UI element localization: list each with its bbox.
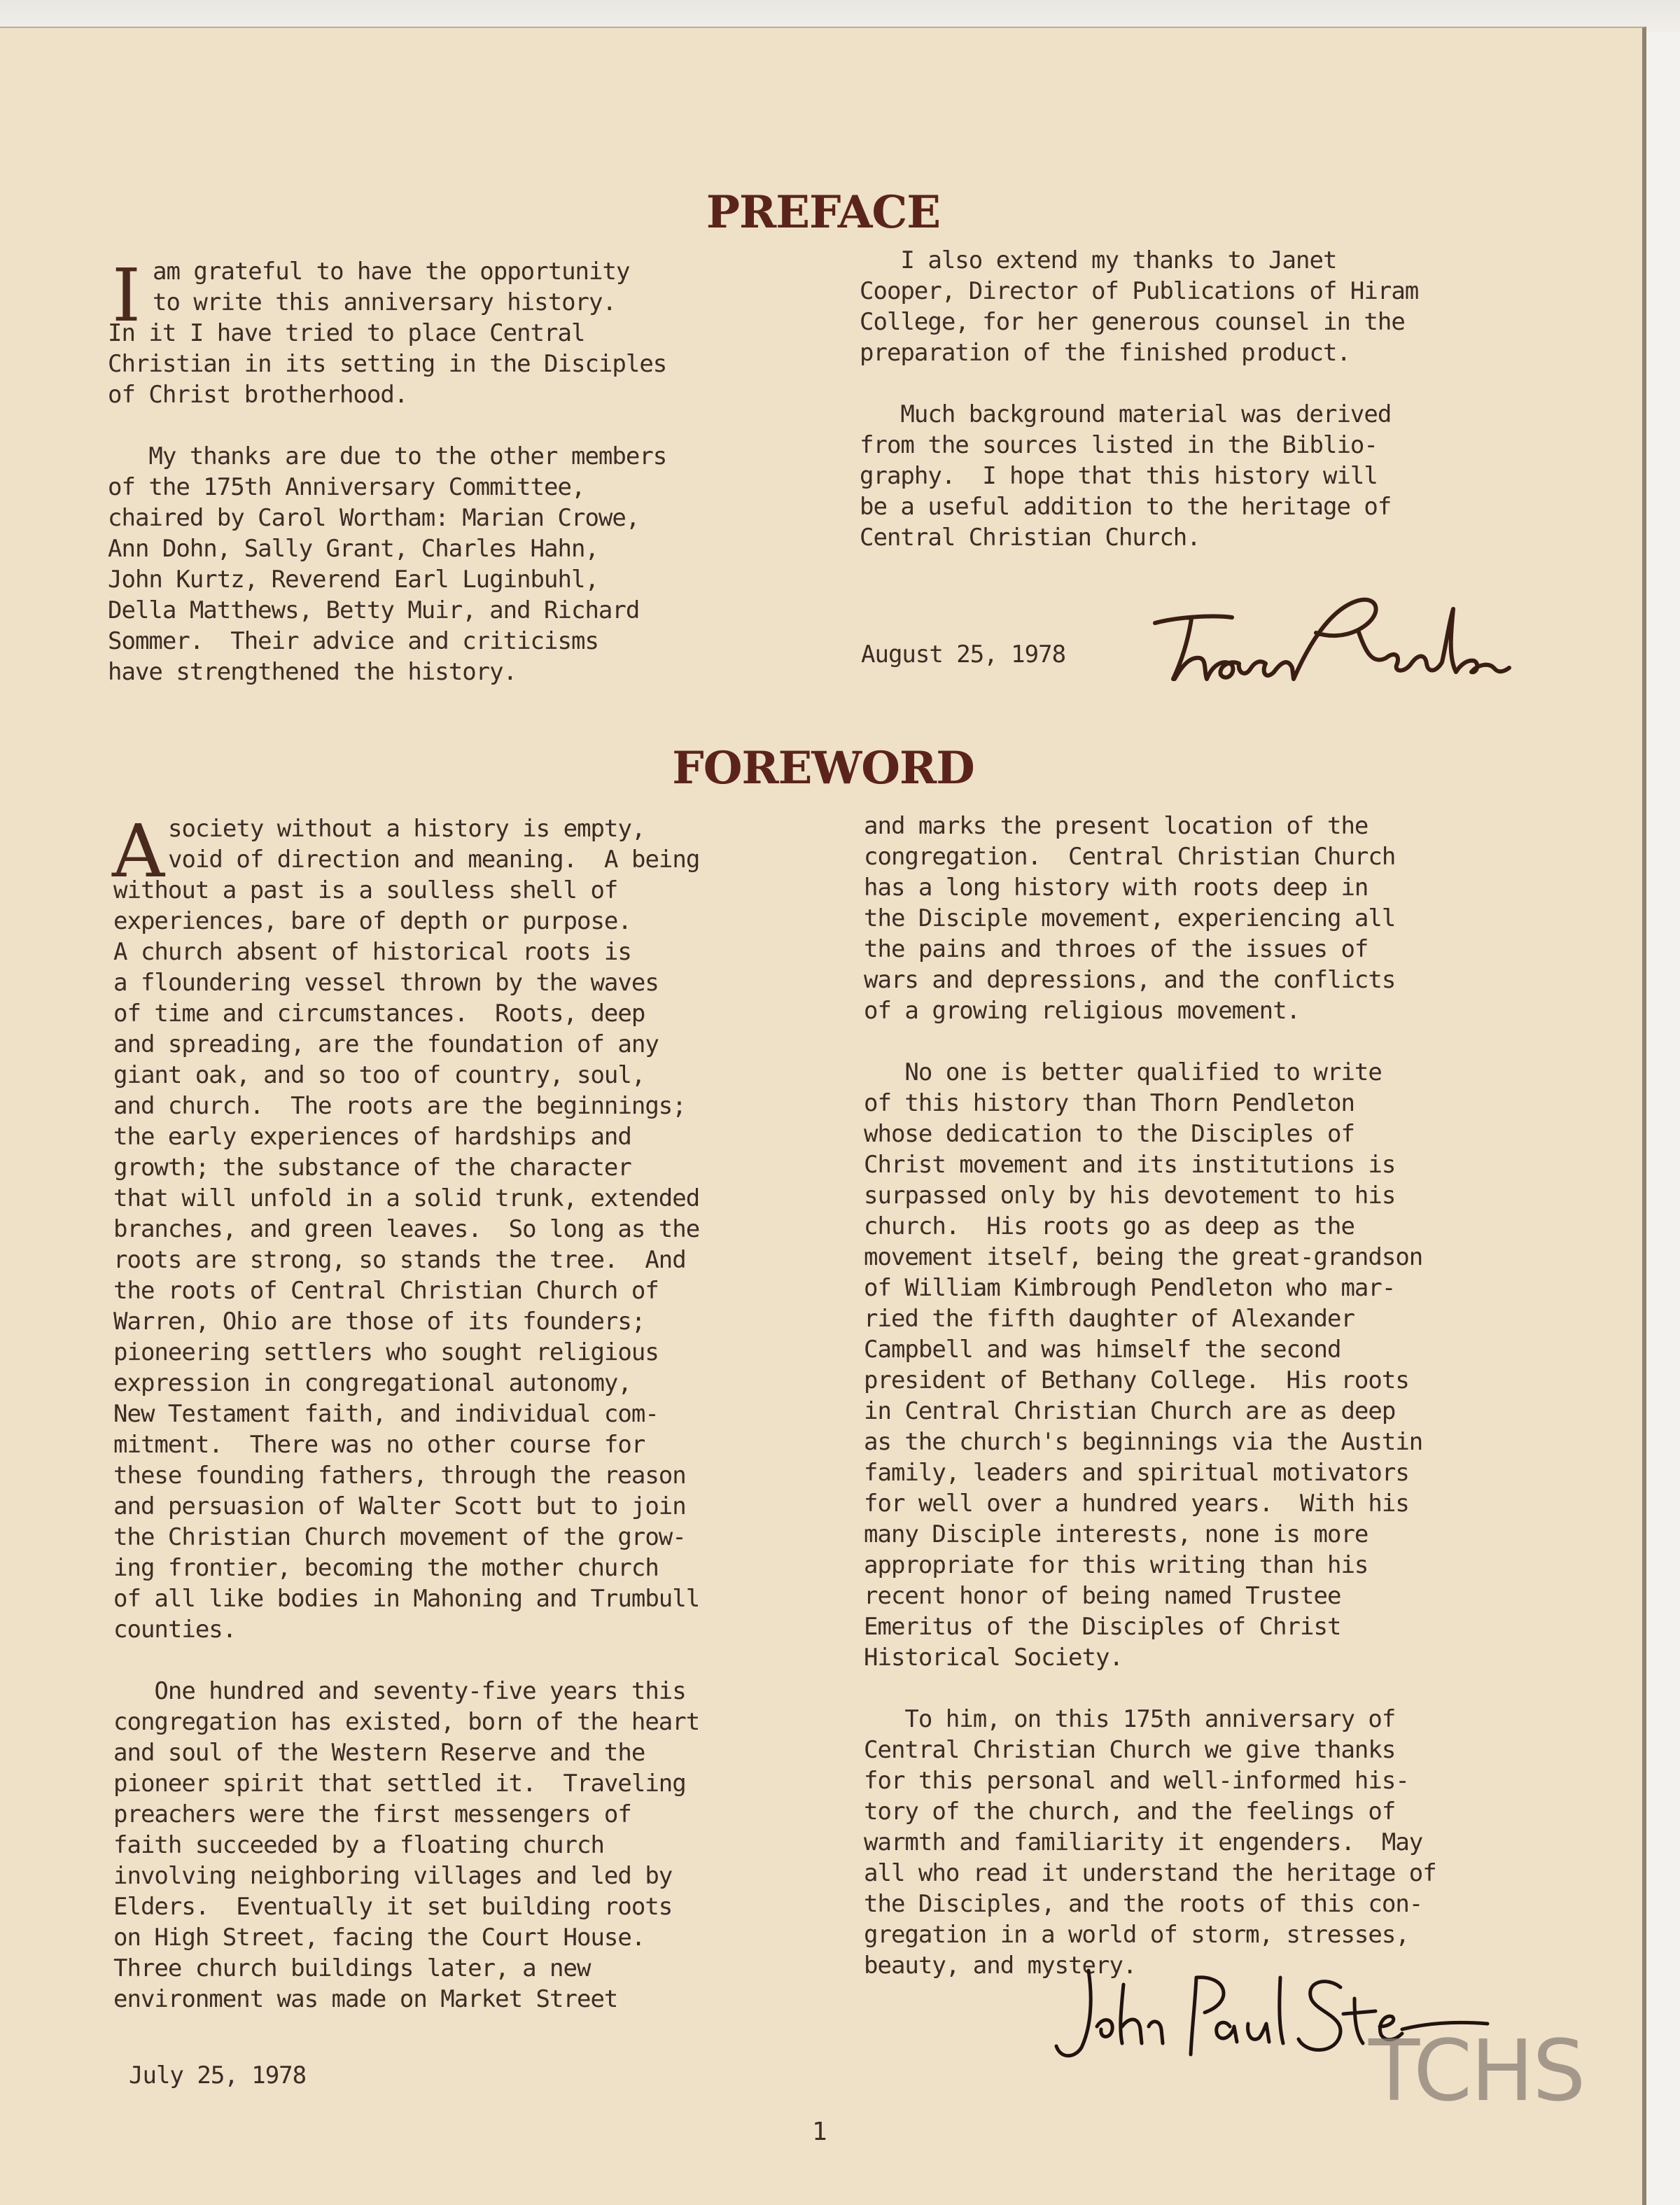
foreword-dropcap: A xyxy=(112,808,165,894)
preface-left-column: In it I have tried to place Central Christian in its setting in the Disciples of Christ brotherhood. My thanks are due to the other members of the 175th Anniversary Committee, chaired by Carol Wortham: Marian Crowe, Ann Dohn, Sally Grant, Charles Hahn, John Kurtz, Reverend Earl Luginbuhl, Della Matthews, Betty Muir, and Richard Sommer. Their advice and criticisms have strengthened the history. xyxy=(108,319,667,686)
preface-left-first-lines: am grateful to have the opportunity to write this anniversary history. xyxy=(153,258,630,316)
foreword-left-column: without a past is a soulless shell of experiences, bare of depth or purpose. A church absent of historical roots is a floundering vessel thrown by the waves of time and circumstances. Roots, deep and spreading, are the foundation of any giant oak, and so too of country, soul, and church. The roots are the beginnings; the early experiences of hardships and growth; the substance of the character that will unfold in a solid trunk, extended branches, and green leaves. So long as the roots are strong, so stands the tree. And the roots of Central Christian Church of Warren, Ohio are those of its founders; pioneering settlers who sought religious expression in congregational autonomy, New Testament faith, and individual com- mitment. There was no other course for these founding fathers, through the reason and persuasion of Walter Scott but to join the Christian Church movement of the grow- ing frontier, becoming the mother church of all like bodies in Mahoning and Trumbull counties. One hundred and seventy-five years this congregation has existed, born of the heart and soul of the Western Reserve and the pioneer spirit that settled it. Traveling preachers were the first messengers of faith succeeded by a floating church involving neighboring villages and led by Elders. Eventually it set building roots on High Street, facing the Court House. Three church buildings later, a new environment was made on Market Street xyxy=(113,876,700,2013)
foreword-date: July 25, 1978 xyxy=(129,2062,307,2090)
foreword-heading: FOREWORD xyxy=(672,742,974,794)
document-page xyxy=(0,27,1646,2205)
foreword-right-column: and marks the present location of the congregation. Central Christian Church has a long history with roots deep in the Disciple movement, experiencing all the pains and throes of the issues of wars and depressions, and the conflicts of a growing religious movement. No one is better qualified to write of this history than Thorn Pendleton whose dedication to the Disciples of Christ movement and its institutions is surpassed only by his devotement to his church. His roots go as deep as the movement itself, being the great-grandson of William Kimbrough Pendleton who mar- ried the fifth daughter of Alexander Campbell and was himself the second president of Bethany College. His roots in Central Christian Church are as deep as the church's beginnings via the Austin family, leaders and spiritual motivators for well over a hundred years. With his many Disciple interests, none is more appropriate for this writing than his recent honor of being named Trustee Emeritus of the Disciples of Christ Historical Society. To him, on this 175th anniversary of Central Christian Church we give thanks for this personal and well-informed his- tory of the church, and the feelings of warmth and familiarity it engenders. May all who read it understand the heritage of the Disciples, and the roots of this con- gregation in a world of storm, stresses, beauty, and mystery. xyxy=(864,812,1436,1980)
preface-dropcap: I xyxy=(112,253,141,338)
preface-heading: PREFACE xyxy=(706,186,941,239)
tchs-watermark: TCHS xyxy=(1368,2023,1585,2120)
preface-date: August 25, 1978 xyxy=(861,640,1066,668)
foreword-left-first-lines: society without a history is empty, void of direction and meaning. A being xyxy=(168,815,700,874)
preface-right-column: I also extend my thanks to Janet Cooper, Director of Publications of Hiram College, for her generous counsel in the preparation of the finished product. Much background material was derived from the sources listed in the Biblio- graphy. I hope that this history will be a useful addition to the heritage of Central Christian Church. xyxy=(860,246,1419,552)
page-number: 1 xyxy=(812,2118,827,2146)
thorn-pendleton-signature xyxy=(1148,581,1512,707)
